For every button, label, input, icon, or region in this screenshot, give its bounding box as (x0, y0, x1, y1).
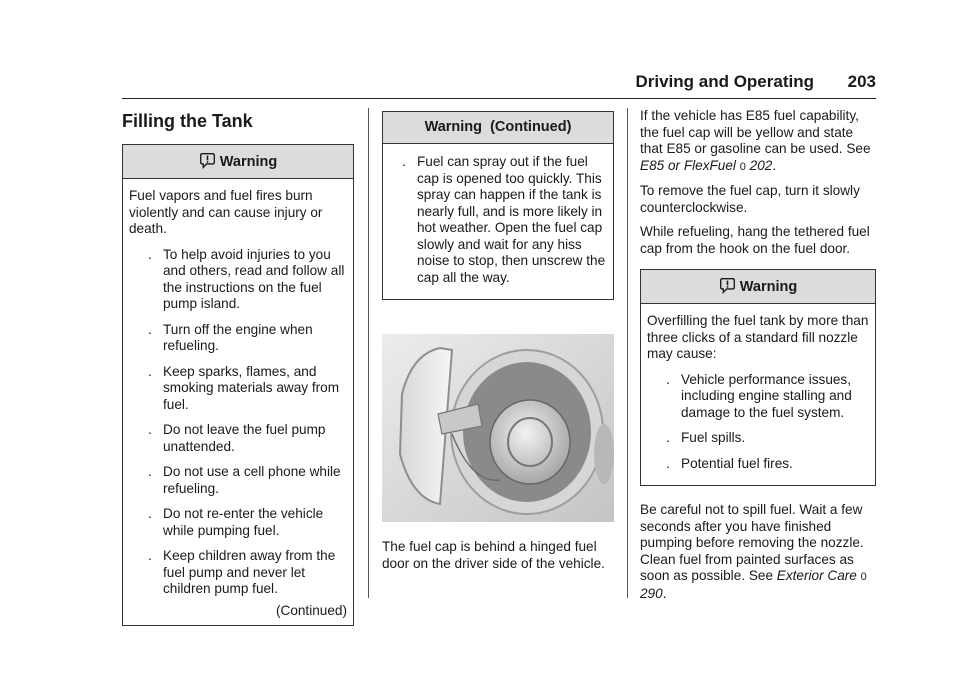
section-title: Driving and Operating (635, 72, 814, 91)
list-item: . Fuel spills. (666, 430, 746, 445)
warning-box (122, 144, 354, 626)
bullet: . (666, 455, 670, 471)
column-2 (382, 108, 614, 580)
page-header (122, 72, 876, 99)
list-item: . Keep sparks, flames, and smoking materials away from fuel. (148, 363, 340, 412)
page-number: 203 (847, 72, 876, 91)
warning-body (641, 304, 875, 485)
bullet: . (666, 430, 670, 445)
column-1 (122, 108, 354, 626)
bullet: . (148, 506, 152, 521)
cross-reference-link[interactable]: E85 or FlexFuel (640, 157, 736, 173)
cross-reference-link[interactable]: Exterior Care (776, 568, 857, 583)
bullet: . (666, 371, 670, 387)
bullet: . (148, 246, 152, 262)
list-item: . Vehicle performance issues, including engine stalling and damage to the fuel system. (666, 371, 852, 420)
list-item: . Do not use a cell phone while refueling. (148, 464, 341, 496)
warning-body (383, 144, 613, 299)
continued-label: (Continued) (275, 602, 347, 618)
list-item: . Keep children away from the fuel pump and never let children pump fuel. (148, 548, 336, 596)
warning-list (129, 247, 347, 598)
column-divider (627, 108, 628, 598)
warning-header (123, 145, 353, 179)
fuel-door-photo (382, 334, 614, 522)
column-divider (368, 108, 369, 598)
paragraph: Be careful not to spill fuel. Wait a few seconds after you have finished pumping before removing the nozzle. Clean fuel from painted surfaces as soon as possible. See Exterior Care 0 290. (640, 502, 867, 601)
page-reference[interactable]: 290 (640, 585, 663, 601)
warning-box-continued (382, 111, 614, 300)
warning-body (123, 179, 353, 625)
warning-list (647, 372, 869, 473)
paragraph: If the vehicle has E85 fuel capability, the fuel cap will be yellow and state that E85 or gasoline can be used. See E85 or FlexFuel 0 202. (640, 108, 871, 173)
list-item: . Do not re-enter the vehicle while pumping fuel. (148, 506, 324, 538)
list-item: . Do not leave the fuel pump unattended. (148, 422, 326, 454)
list-item: . To help avoid injuries to you and others, read and follow all the instructions on the fuel pump island. (148, 246, 345, 311)
bullet: . (148, 321, 152, 337)
column-3 (640, 108, 876, 610)
warning-intro: Fuel vapors and fuel fires burn violently and can cause injury or death. (129, 188, 323, 236)
warning-alert-icon (719, 277, 736, 294)
paragraph: While refueling, hang the tethered fuel cap from the hook on the fuel door. (640, 224, 870, 256)
list-item: . Potential fuel fires. (666, 455, 793, 471)
bullet: . (148, 422, 152, 437)
warning-title: Warning (739, 279, 798, 295)
page-arrow-icon: 0 (739, 160, 746, 173)
paragraph: To remove the fuel cap, turn it slowly counterclockwise. (640, 183, 860, 215)
warning-title: Warning (219, 154, 278, 170)
bullet: . (148, 464, 152, 479)
photo-caption: The fuel cap is behind a hinged fuel door on the driver side of the vehicle. (382, 539, 605, 571)
warning-alert-icon (199, 152, 216, 169)
warning-intro: Overfilling the fuel tank by more than three clicks of a standard fill nozzle may cause: (647, 313, 869, 361)
warning-header: Warning (Continued) (383, 112, 613, 144)
warning-header (641, 270, 875, 304)
list-item: . Turn off the engine when refueling. (148, 321, 313, 353)
page-arrow-icon: 0 (860, 571, 867, 583)
bullet: . (402, 154, 406, 169)
warning-list (389, 154, 607, 286)
section-heading: Filling the Tank (122, 111, 253, 131)
page-reference[interactable]: 202 (749, 157, 773, 173)
bullet: . (148, 363, 152, 379)
list-item: . Fuel can spray out if the fuel cap is opened too quickly. This spray can happen if the tank is nearly full, and is more likely in hot weather. Open the fuel cap slowly and wait for any hiss noise to stop, then unscrew the cap all the way. (402, 154, 606, 285)
warning-box (640, 269, 876, 486)
bullet: . (148, 548, 152, 563)
